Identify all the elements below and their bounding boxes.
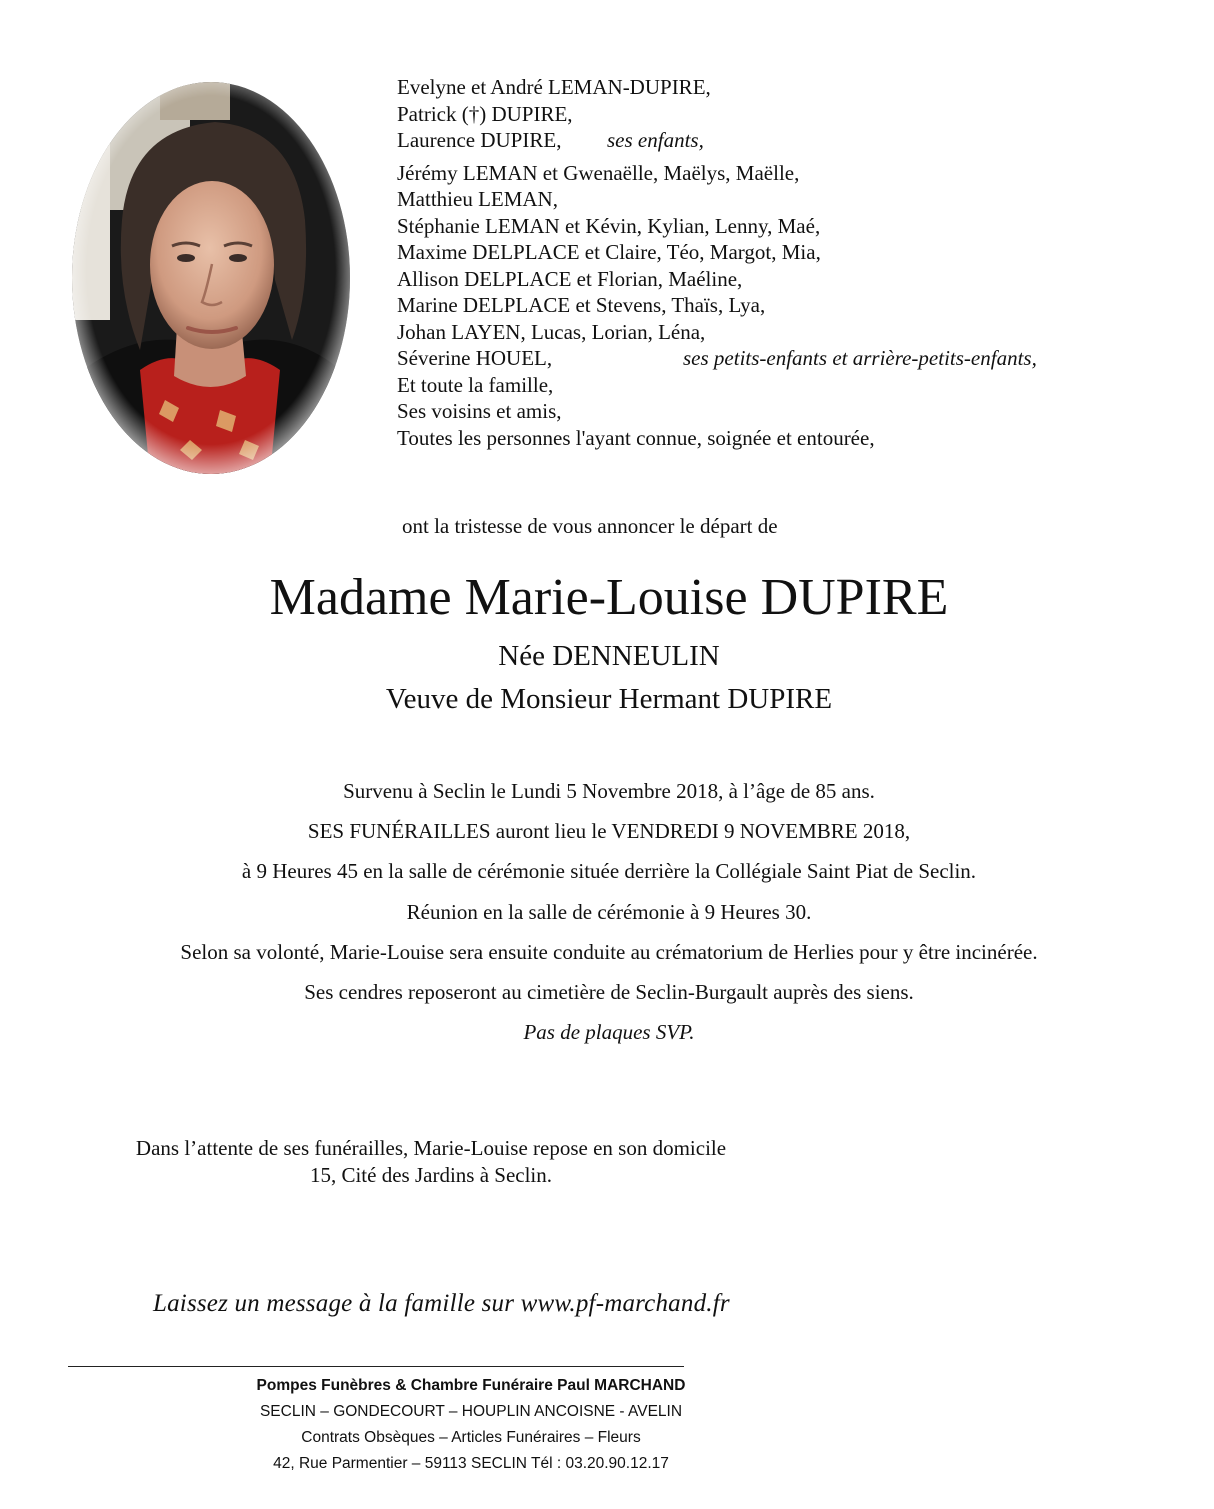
detail-line: Survenu à Seclin le Lundi 5 Novembre 2018, à l’âge de 85 ans.: [343, 779, 875, 803]
family-line: Et toute la famille,: [397, 372, 554, 397]
funeral-details: [0, 777, 1214, 1058]
company-address: 42, Rue Parmentier – 59113 SECLIN Tél : 03.20.90.12.17: [273, 1455, 669, 1472]
company-services: Contrats Obsèques – Articles Funéraires – Fleurs: [301, 1429, 641, 1446]
family-line: Laurence DUPIRE, ses enfants,: [397, 128, 704, 152]
family-line: Jérémy LEMAN et Gwenaëlle, Maëlys, Maëlle,: [397, 160, 800, 185]
family-line: Maxime DELPLACE et Claire, Téo, Margot, Mia,: [397, 240, 821, 264]
maiden-name: Née DENNEULIN: [498, 640, 720, 672]
family-line: Stéphanie LEMAN et Kévin, Kylian, Lenny, Maé,: [397, 213, 821, 238]
family-line: Johan LAYEN, Lucas, Lorian, Léna,: [397, 319, 706, 344]
detail-line: Réunion en la salle de cérémonie à 9 Heures 30.: [406, 899, 812, 924]
footer-divider: [68, 1366, 684, 1367]
portrait-photo: [70, 80, 352, 476]
family-line: Matthieu LEMAN,: [397, 187, 558, 211]
detail-line: Selon sa volonté, Marie-Louise sera ensuite conduite au crématorium de Herlies pour y être incinérée.: [180, 939, 1038, 964]
family-line: Marine DELPLACE et Stevens, Thaïs, Lya,: [397, 293, 766, 317]
family-line: Ses voisins et amis,: [397, 399, 562, 423]
announcement-text: ont la tristesse de vous annoncer le départ de: [402, 514, 778, 538]
deceased-name: Madame Marie-Louise DUPIRE: [269, 569, 949, 626]
domicile-address: 15, Cité des Jardins à Seclin.: [309, 1163, 553, 1187]
family-line: Patrick (†) DUPIRE,: [397, 101, 573, 126]
family-line: Toutes les personnes l'ayant connue, soignée et entourée,: [397, 425, 875, 450]
company-name: Pompes Funèbres & Chambre Funéraire Paul MARCHAND: [256, 1377, 686, 1394]
domicile-line: Dans l’attente de ses funérailles, Marie-Louise repose en son domicile: [135, 1136, 727, 1160]
family-line: Evelyne et André LEMAN-DUPIRE,: [397, 75, 711, 99]
family-list: [397, 74, 1177, 451]
no-plaques-note: Pas de plaques SVP.: [523, 1020, 695, 1045]
detail-line: Ses cendres reposeront au cimetière de Seclin-Burgault auprès des siens.: [304, 979, 914, 1004]
relation-note: ses enfants,: [607, 128, 704, 152]
family-line: Allison DELPLACE et Florian, Maéline,: [397, 266, 743, 291]
domicile-info: [100, 1135, 762, 1189]
company-towns: SECLIN – GONDECOURT – HOUPLIN ANCOISNE - AVELIN: [259, 1403, 683, 1420]
funeral-home-footer: [68, 1373, 874, 1477]
widow-of: Veuve de Monsieur Hermant DUPIRE: [385, 683, 833, 715]
family-line: Séverine HOUEL, ses petits-enfants et arrière-petits-enfants,: [397, 346, 1037, 370]
leave-message-text: Laissez un message à la famille sur www.pf-marchand.fr: [153, 1290, 730, 1317]
detail-line: SES FUNÉRAILLES auront lieu le VENDREDI 9 NOVEMBRE 2018,: [307, 819, 911, 844]
detail-line: à 9 Heures 45 en la salle de cérémonie située derrière la Collégiale Saint Piat de Seclin.: [241, 859, 977, 884]
relation-note: ses petits-enfants et arrière-petits-enfants,: [683, 346, 1037, 370]
